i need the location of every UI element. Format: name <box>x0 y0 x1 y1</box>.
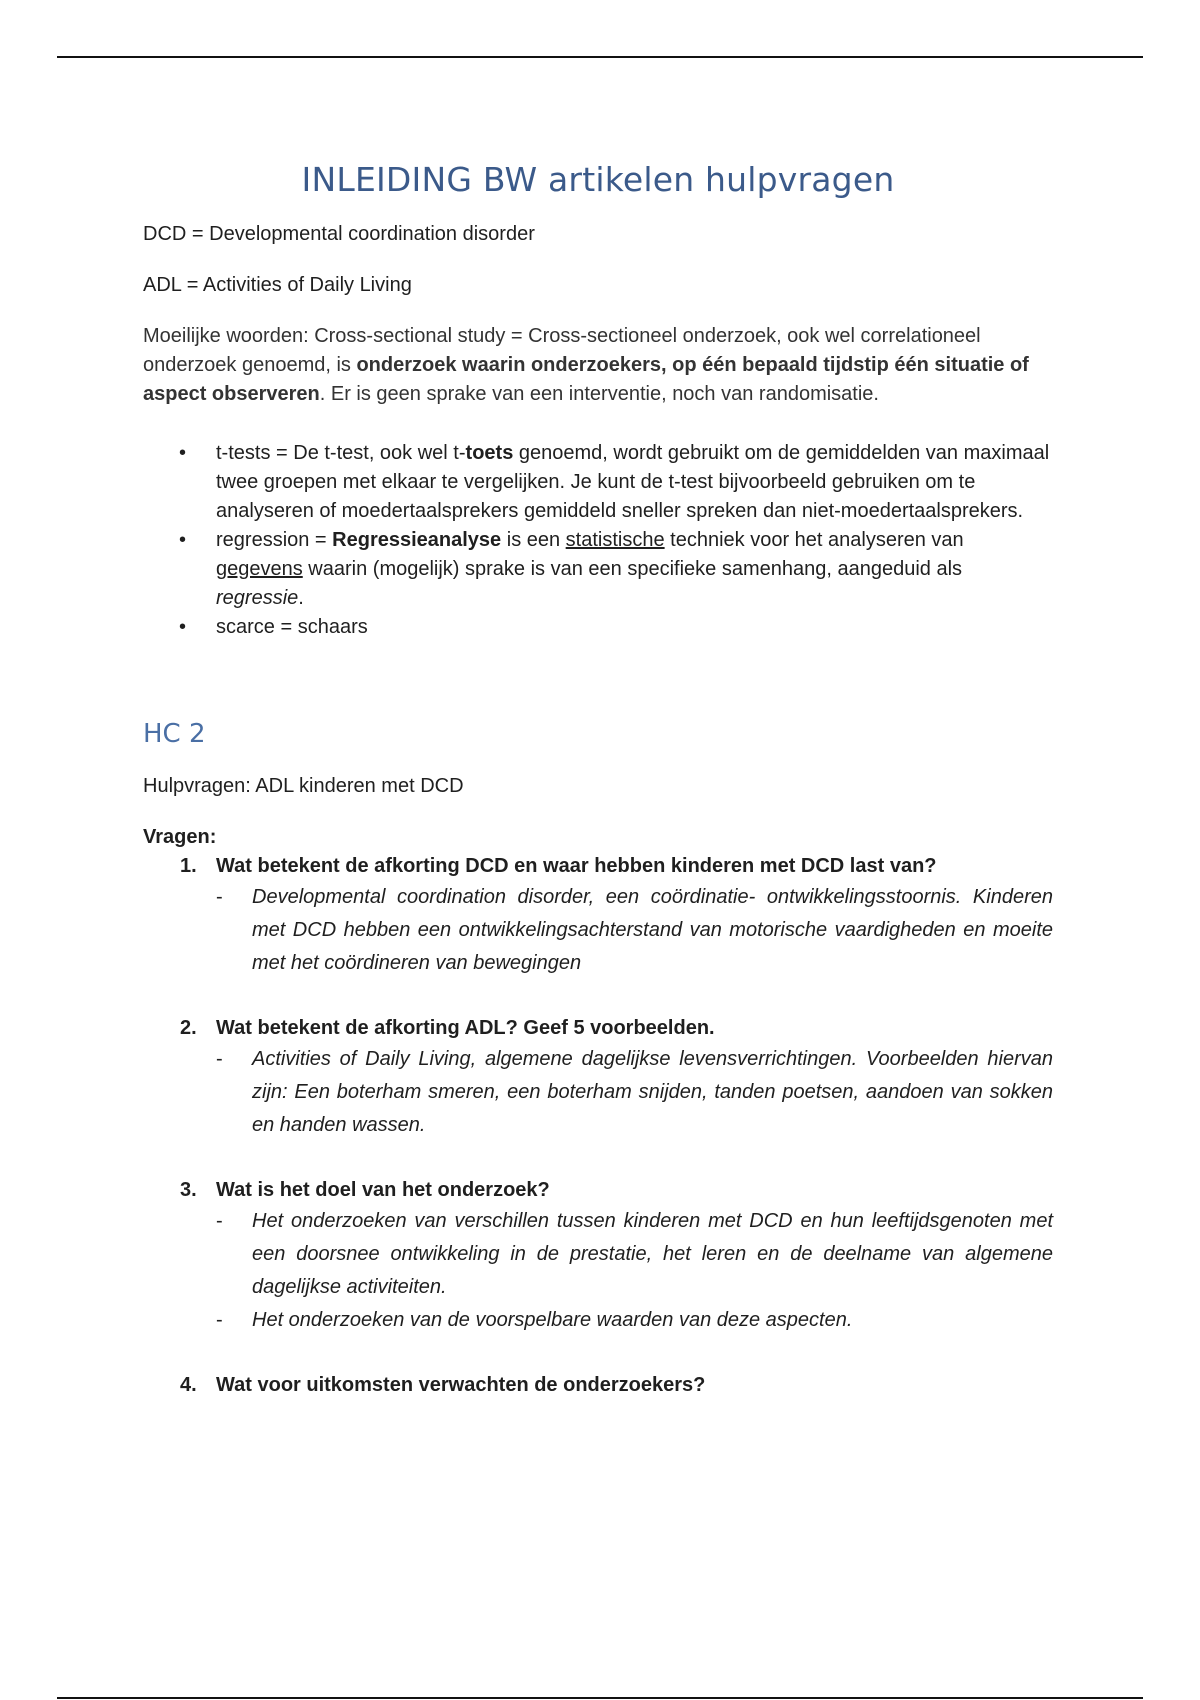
vragen-label: Vragen: <box>143 826 217 848</box>
moeilijke-text1: Cross-sectioneel onderzoek, ook wel correlationeel onderzoek genoemd, is <box>143 325 981 376</box>
question-text <box>143 1014 1053 1043</box>
bullet-dot: • <box>179 616 187 638</box>
answer-text: Activities of Daily Living, algemene dagelijkse levensverrichtingen. Voorbeelden hiervan zijn: Een boterham smeren, een boterham snijden, tanden poetsen, aandoen van sokken en handen wassen. <box>252 1048 1053 1136</box>
term-bullet-list <box>143 439 1053 642</box>
dash-marker: - <box>216 886 223 908</box>
question-label: Wat voor uitkomsten verwachten de onderzoekers? <box>216 1374 706 1396</box>
question-1 <box>143 852 1053 980</box>
ttests-bold: toets <box>465 442 514 464</box>
dash-marker: - <box>216 1309 223 1331</box>
regression-text-b: is een <box>501 529 566 551</box>
answer-item <box>143 881 1053 980</box>
moeilijke-woorden-paragraph <box>143 322 1053 409</box>
question-3 <box>143 1176 1053 1337</box>
dash-marker: - <box>216 1048 223 1070</box>
question-number: 2. <box>180 1017 197 1039</box>
question-number: 1. <box>180 855 197 877</box>
answer-item <box>143 1205 1053 1304</box>
document-body <box>143 160 1053 1400</box>
question-text <box>143 1176 1053 1205</box>
list-item-regression <box>143 526 1053 613</box>
moeilijke-text2: . Er is geen sprake van een interventie, noch van randomisatie. <box>319 383 879 405</box>
question-number: 3. <box>180 1179 197 1201</box>
ttests-text-b: genoemd, wordt gebruikt om de gemiddelden van maximaal twee groepen met elkaar te vergelijken. Je kunt de t-test bijvoorbeeld gebruiken om te analyseren of moedertaalsprekers gemiddeld sneller spreken dan niet-moedertaalsprekers. <box>216 442 1050 522</box>
ttests-text-a: t-tests = De t-test, ook wel t- <box>216 442 466 464</box>
bullet-dot: • <box>179 529 187 551</box>
question-text <box>143 852 1053 881</box>
regression-text-a: regression = <box>216 529 333 551</box>
question-label: Wat betekent de afkorting DCD en waar hebben kinderen met DCD last van? <box>216 855 937 877</box>
list-item-ttests <box>143 439 1053 526</box>
regression-text-e: . <box>298 587 304 609</box>
scarce-text: scarce = schaars <box>216 616 368 638</box>
section-heading: HC 2 <box>143 719 206 749</box>
link-gegevens[interactable]: gegevens <box>216 558 303 580</box>
moeilijke-prefix: Moeilijke woorden: Cross-sectional study = <box>143 325 529 347</box>
regression-text-d: waarin (mogelijk) sprake is van een specifieke samenhang, aangeduid als <box>302 558 963 580</box>
definition-dcd: DCD = Developmental coordination disorder <box>143 223 535 245</box>
regression-italic: regressie <box>216 587 299 609</box>
moeilijke-bold: onderzoek waarin onderzoekers, op één bepaald tijdstip één situatie of aspect observeren <box>143 354 1029 405</box>
regression-bold: Regressieanalyse <box>332 529 502 551</box>
bullet-dot: • <box>179 442 187 464</box>
hulpvragen-line: Hulpvragen: ADL kinderen met DCD <box>143 775 464 797</box>
answer-text: Developmental coordination disorder, een coördinatie- ontwikkelingsstoornis. Kinderen met DCD hebben een ontwikkelingsachterstand van motorische vaardigheden en moeite met het coördineren van bewegingen <box>252 886 1053 974</box>
list-item-scarce <box>143 613 1053 642</box>
regression-text-c: techniek voor het analyseren van <box>664 529 964 551</box>
question-number: 4. <box>180 1374 197 1396</box>
question-text <box>143 1371 1053 1400</box>
question-2 <box>143 1014 1053 1142</box>
answer-text: Het onderzoeken van verschillen tussen kinderen met DCD en hun leeftijdsgenoten met een doorsnee ontwikkeling in de prestatie, het leren en de deelname van algemene dagelijkse activiteiten. <box>252 1210 1053 1298</box>
link-statistische[interactable]: statistische <box>565 529 665 551</box>
answer-item <box>143 1304 1053 1337</box>
header-rule <box>57 56 1143 58</box>
question-label: Wat betekent de afkorting ADL? Geef 5 voorbeelden. <box>216 1017 715 1039</box>
footer-rule <box>57 1697 1143 1699</box>
question-4 <box>143 1371 1053 1400</box>
answer-text: Het onderzoeken van de voorspelbare waarden van deze aspecten. <box>252 1309 853 1331</box>
document-title: INLEIDING BW artikelen hulpvragen <box>301 160 895 199</box>
definition-adl: ADL = Activities of Daily Living <box>143 274 412 296</box>
question-label: Wat is het doel van het onderzoek? <box>216 1179 550 1201</box>
dash-marker: - <box>216 1210 223 1232</box>
answer-item <box>143 1043 1053 1142</box>
